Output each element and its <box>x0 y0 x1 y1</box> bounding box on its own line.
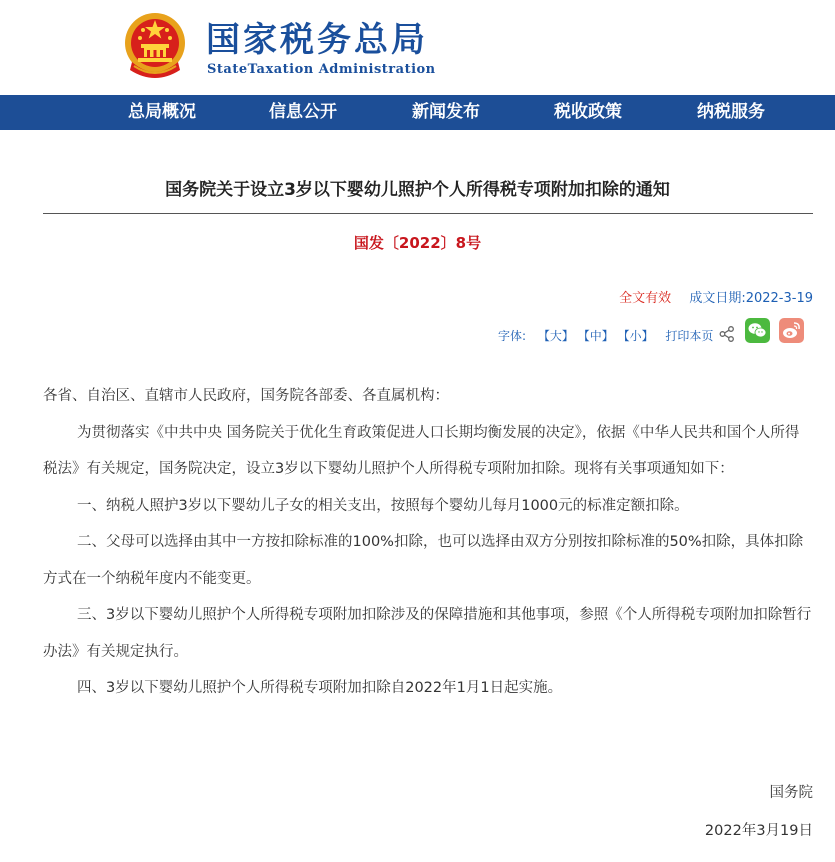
body-paragraph: 一、纳税人照护3岁以下婴幼儿子女的相关支出，按照每个婴幼儿每月1000元的标准定额扣除。 <box>77 497 689 514</box>
signer: 国务院 <box>769 785 813 801</box>
status-badge: 全文有效 <box>619 291 672 306</box>
print-button[interactable]: 打印本页 <box>665 329 714 343</box>
nav-item-service[interactable]: 纳税服务 <box>697 102 765 122</box>
font-medium-button[interactable]: 【中】 <box>577 329 614 343</box>
share-icon[interactable] <box>718 325 736 343</box>
article-date: 成文日期:2022-3-19 <box>689 291 813 306</box>
national-emblem-icon <box>122 10 188 80</box>
site-title[interactable]: 国家税务总局 <box>206 20 428 60</box>
main-nav <box>0 95 835 130</box>
body-paragraph: 为贯彻落实《中共中央 国务院关于优化生育政策促进人口长期均衡发展的决定》，依据《中华人民共和国个人所得税法》有关规定，国务院决定，设立3岁以下婴幼儿照护个人所得税专项附加扣除。现将有关事项通知如下： <box>43 424 800 477</box>
nav-item-policy[interactable]: 税收政策 <box>554 102 622 122</box>
site-subtitle: StateTaxation Administration <box>207 62 436 77</box>
body-paragraph: 三、3岁以下婴幼儿照护个人所得税专项附加扣除涉及的保障措施和其他事项，参照《个人所得税专项附加扣除暂行办法》有关规定执行。 <box>43 607 812 660</box>
font-large-button[interactable]: 【大】 <box>537 329 574 343</box>
nav-item-news[interactable]: 新闻发布 <box>412 102 480 122</box>
body-paragraph: 二、父母可以选择由其中一方按扣除标准的100%扣除，也可以选择由双方分别按扣除标准的50%扣除，具体扣除方式在一个纳税年度内不能变更。 <box>43 534 804 587</box>
nav-item-overview[interactable]: 总局概况 <box>128 102 196 122</box>
article-tools <box>498 328 713 344</box>
nav-item-disclosure[interactable]: 信息公开 <box>269 102 337 122</box>
font-size-label: 字体: <box>498 329 527 343</box>
weibo-icon[interactable] <box>779 318 804 343</box>
sign-date: 2022年3月19日 <box>704 823 813 839</box>
document-number: 国发〔2022〕8号 <box>353 234 482 252</box>
article-title: 国务院关于设立3岁以下婴幼儿照护个人所得税专项附加扣除的通知 <box>165 180 670 200</box>
font-small-button[interactable]: 【小】 <box>617 329 654 343</box>
site-header <box>0 0 835 95</box>
article-body <box>43 378 813 707</box>
article-meta <box>619 287 813 306</box>
salutation: 各省、自治区、直辖市人民政府，国务院各部委、各直属机构： <box>43 388 449 404</box>
body-paragraph: 四、3岁以下婴幼儿照护个人所得税专项附加扣除自2022年1月1日起实施。 <box>77 680 563 696</box>
title-divider <box>43 213 813 214</box>
wechat-icon[interactable] <box>745 318 770 343</box>
